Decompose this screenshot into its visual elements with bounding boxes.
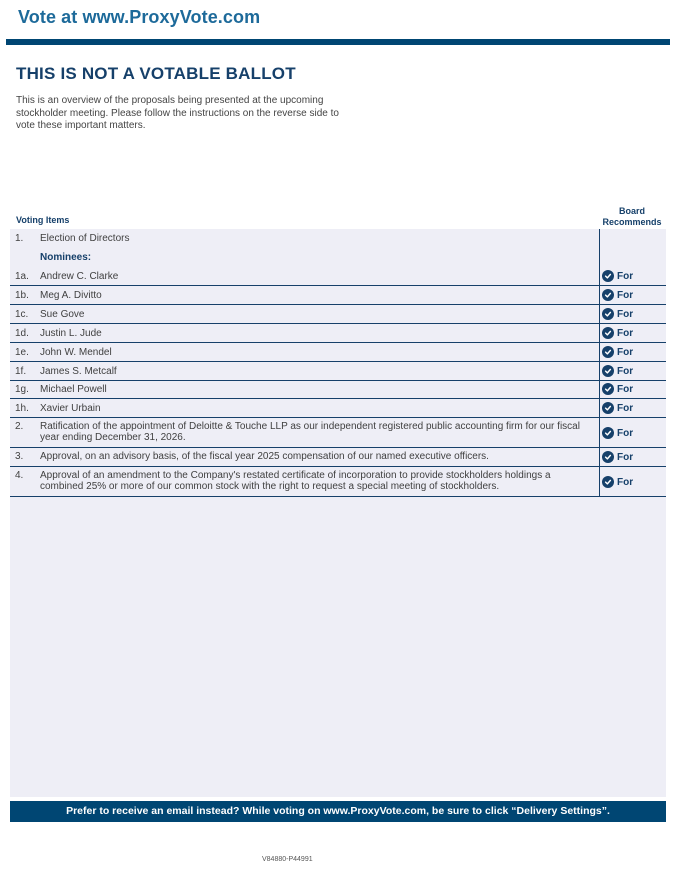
item-text: Election of Directors — [40, 233, 130, 244]
recommendation-label: For — [617, 365, 634, 377]
check-circle-icon — [602, 402, 614, 414]
recommendation-label: For — [617, 346, 634, 358]
board-recommends-line2: Recommends — [602, 216, 662, 227]
nominee-row — [10, 380, 666, 399]
recommendation — [602, 476, 633, 488]
check-circle-icon — [602, 327, 614, 339]
proposal-text: Approval, on an advisory basis, of the fiscal year 2025 compensation of our named executive officers. — [40, 451, 489, 462]
nominee-row — [10, 286, 666, 305]
recommendation — [602, 383, 633, 395]
document-code: V84880-P44991 — [262, 856, 313, 863]
nominee-name: Justin L. Jude — [40, 328, 102, 339]
nominees-label: Nominees: — [40, 252, 92, 263]
recommendation — [602, 270, 633, 282]
recommendation-label: For — [617, 289, 634, 301]
item-number: 2. — [15, 421, 24, 432]
proposal-text: Ratification of the appointment of Deloitte & Touche LLP as our independent registered public accounting firm for our fiscal year ending December 31, 2026. — [40, 421, 580, 443]
intro-text: This is an overview of the proposals being presented at the upcoming stockholder meeting. Please follow the instructions on the reverse side to vote these important matters. — [16, 95, 339, 131]
recommendation-label: For — [617, 451, 634, 463]
election-row — [10, 233, 666, 249]
email-notice-banner: Prefer to receive an email instead? While voting on www.ProxyVote.com, be sure to click “Delivery Settings”. — [10, 801, 666, 822]
check-circle-icon — [602, 365, 614, 377]
recommendation-label: For — [617, 308, 634, 320]
nominee-name: Xavier Urbain — [40, 403, 101, 414]
recommendation — [602, 327, 633, 339]
recommendation-label: For — [617, 427, 634, 439]
proposal-row — [10, 467, 666, 497]
nominee-row — [10, 324, 666, 343]
nominee-name: Michael Powell — [40, 384, 107, 395]
recommendation — [602, 451, 633, 463]
nominee-row — [10, 399, 666, 418]
nominee-name: Sue Gove — [40, 309, 85, 320]
item-number: 1a. — [15, 271, 29, 282]
item-number: 1h. — [15, 403, 29, 414]
item-number: 1g. — [15, 384, 29, 395]
item-number: 1. — [15, 233, 24, 244]
check-circle-icon — [602, 383, 614, 395]
check-circle-icon — [602, 308, 614, 320]
check-circle-icon — [602, 289, 614, 301]
item-number: 1b. — [15, 290, 29, 301]
nominee-row — [10, 267, 666, 286]
recommendation — [602, 427, 633, 439]
nominee-row — [10, 362, 666, 381]
check-circle-icon — [602, 346, 614, 358]
nominee-row — [10, 305, 666, 324]
top-divider-bar — [6, 39, 670, 45]
item-number: 1d. — [15, 328, 29, 339]
item-number: 4. — [15, 470, 24, 481]
check-circle-icon — [602, 270, 614, 282]
recommendation — [602, 402, 633, 414]
proposal-row — [10, 418, 666, 448]
recommendation-label: For — [617, 327, 634, 339]
nominee-row — [10, 343, 666, 362]
check-circle-icon — [602, 476, 614, 488]
proposal-text: Approval of an amendment to the Company's restated certificate of incorporation to provide stockholders holdings a combined 25% or more of our common stock with the right to request a special meeting of stockholders. — [40, 470, 551, 492]
item-number: 3. — [15, 451, 24, 462]
proxyvote-title: Vote at www.ProxyVote.com — [18, 7, 261, 27]
check-circle-icon — [602, 451, 614, 463]
recommendation-label: For — [617, 476, 634, 488]
item-number: 1e. — [15, 347, 29, 358]
recommendation — [602, 346, 633, 358]
board-recommends-line1: Board — [618, 206, 645, 216]
recommendation — [602, 289, 633, 301]
check-circle-icon — [602, 427, 614, 439]
nominee-name: James S. Metcalf — [40, 366, 117, 377]
page-title: THIS IS NOT A VOTABLE BALLOT — [16, 64, 296, 83]
proposal-row — [10, 448, 666, 467]
nominees-label-row — [10, 252, 666, 268]
board-recommends-header — [598, 206, 666, 227]
nominee-name: Andrew C. Clarke — [40, 271, 119, 282]
recommendation-label: For — [617, 270, 634, 282]
nominee-name: John W. Mendel — [40, 347, 112, 358]
voting-items-header: Voting Items — [16, 215, 70, 225]
item-number: 1f. — [15, 366, 27, 377]
recommendation-label: For — [617, 402, 634, 414]
recommendation — [602, 308, 633, 320]
nominee-name: Meg A. Divitto — [40, 290, 102, 301]
recommendation — [602, 365, 633, 377]
item-number: 1c. — [15, 309, 29, 320]
recommendation-label: For — [617, 383, 634, 395]
